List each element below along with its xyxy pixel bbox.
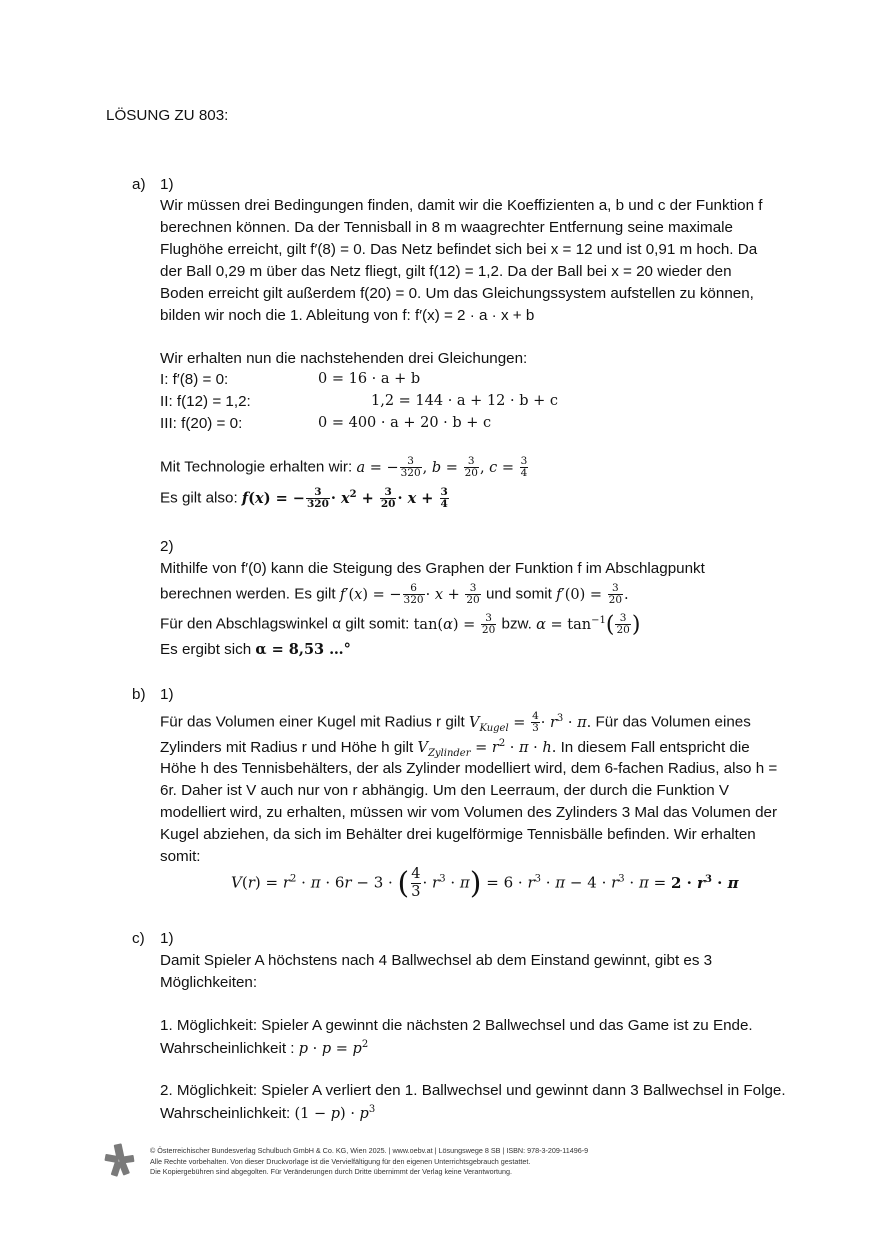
- equation-3-label: III: f(20) = 0:: [160, 415, 243, 432]
- part-a2-line-1: Mithilfe von f′(0) kann die Steigung des Graphen der Funktion f im Abschlagpunkt: [160, 560, 705, 577]
- part-b-line-1: Für das Volumen einer Kugel mit Radius r gilt $V_{Kugel}$ = $\frac{4}{3}$ · $r^3 \cdot \pi$. Für das Volumen eines: [160, 710, 751, 734]
- equation-2-label: II: f(12) = 1,2:: [160, 393, 251, 410]
- probability-2: Wahrscheinlichkeit: $(1 - p) \cdot p^3$: [160, 1104, 376, 1122]
- part-c-line-2: Möglichkeiten:: [160, 974, 258, 991]
- technology-result: Mit Technologie erhalten wir: a = − $\frac{3}{320}$ , b = $\frac{3}{20}$ , c = $\frac{3}{4}$: [160, 455, 528, 479]
- part-a2-line-2: berechnen werden. Es gilt f′(x) = − $\frac{6}{320}$ · x + $\frac{3}{20}$ und somit f′(0) = $\frac{3}{20}$ .: [160, 582, 629, 606]
- footer-line-3: Die Kopiergebühren sind abgegolten. Für Veränderungen durch Dritte übernimmt der Verlag keine Verantwortung.: [150, 1167, 512, 1176]
- part-a-line-5: Boden erreicht gilt außerdem f(20) = 0. Um das Gleichungssystem aufstellen zu können,: [160, 285, 754, 302]
- part-a2-line-4: Es ergibt sich α = 8,53 …°: [160, 641, 351, 658]
- probability-1: Wahrscheinlichkeit : $p \cdot p = p^2$: [160, 1039, 369, 1057]
- page-title: LÖSUNG ZU 803:: [106, 107, 229, 124]
- part-a-label: a): [132, 176, 146, 193]
- part-c1-label: 1): [160, 930, 174, 947]
- equations-intro: Wir erhalten nun die nachstehenden drei Gleichungen:: [160, 350, 528, 367]
- possibility-1: 1. Möglichkeit: Spieler A gewinnt die nächsten 2 Ballwechsel und das Game ist zu Ende.: [160, 1017, 753, 1034]
- part-b-line-6: Kugel abziehen, da sich im Behälter drei kugelförmige Tennisbälle befinden. Wir erhalten: [160, 826, 756, 843]
- equation-1: 0 = 16 · a + b: [318, 371, 421, 387]
- footer-line-1: © Österreichischer Bundesverlag Schulbuch GmbH & Co. KG, Wien 2025. | www.oebv.at | Lösungswege 8 SB | ISBN: 978-3-209-11496-9: [150, 1146, 589, 1155]
- part-a2-label: 2): [160, 538, 174, 555]
- part-a1-label: 1): [160, 176, 174, 193]
- equation-3: 0 = 400 · a + 20 · b + c: [318, 415, 492, 431]
- equation-1-label: I: f′(8) = 0:: [160, 371, 229, 388]
- volume-formula: $V(r) = r^2 \cdot \pi \cdot 6r - 3$ · ( $\frac{4}{3}$ · $r^3 \cdot \pi) = 6 \cdot r^3 \cdot \pi - 4 \cdot r^3 \cdot \pi = 2 \cdot r^3 \cdot \pi$: [231, 866, 739, 901]
- angle-result: α = 8,53 …°: [255, 641, 351, 658]
- part-a-line-1: Wir müssen drei Bedingungen finden, damit wir die Koeffizienten a, b und c der Funktion f: [160, 197, 763, 214]
- part-b-line-3: Höhe h des Tennisbehälters, der als Zylinder modelliert wird, dem 6-fachen Radius, also h =: [160, 760, 778, 777]
- part-c-label: c): [132, 930, 145, 947]
- function-result: Es gilt also: f(x) = − $\frac{3}{320}$ · $x^2$ + $\frac{3}{20}$ · x + $\frac{3}{4}$: [160, 486, 448, 510]
- part-b-line-2: Zylinders mit Radius r und Höhe h gilt $V_{Zylinder} = r^2 \cdot \pi \cdot h$. In diesem Fall entspricht die: [160, 738, 750, 759]
- part-a2-line-3: Für den Abschlagswinkel α gilt somit: tan(α) = $\frac{3}{20}$ bzw. $\alpha = \tan^{-1}$( $\frac{3}{20}$ ): [160, 612, 641, 637]
- part-a-line-2: berechnen können. Da der Tennisball in 8 m waagrechter Entfernung seine maximale: [160, 219, 733, 236]
- part-b-line-4: 6r. Daher ist V auch nur von r abhängig. Um den Leerraum, der durch die Funktion V: [160, 782, 729, 799]
- part-b1-label: 1): [160, 686, 174, 703]
- oebv-logo-icon: [104, 1143, 136, 1177]
- part-b-label: b): [132, 686, 146, 703]
- part-b-line-5: modelliert wird, zu erhalten, müssen wir vom Volumen des Zylinders 3 Mal das Volumen der: [160, 804, 778, 821]
- equation-2: 1,2 = 144 · a + 12 · b + c: [371, 393, 558, 409]
- footer-line-2: Alle Rechte vorbehalten. Von dieser Druckvorlage ist die Vervielfältigung für den eigenen Unterrichtsgebrauch gestattet.: [150, 1156, 531, 1166]
- part-a-line-6: bilden wir noch die 1. Ableitung von f: f′(x) = 2 · a · x + b: [160, 307, 535, 324]
- footer: [150, 1146, 588, 1178]
- part-a-line-3: Flughöhe erreicht, gilt f′(8) = 0. Das Netz befindet sich bei x = 12 und ist 0,91 m hoch. Da: [160, 241, 758, 258]
- part-b-line-7: somit:: [160, 848, 201, 865]
- part-a-line-4: der Ball 0,29 m über das Netz fliegt, gilt f(12) = 1,2. Da der Ball bei x = 20 wieder den: [160, 263, 732, 280]
- possibility-2: 2. Möglichkeit: Spieler A verliert den 1. Ballwechsel und gewinnt dann 3 Ballwechsel in Folge.: [160, 1082, 786, 1099]
- part-c-line-1: Damit Spieler A höchstens nach 4 Ballwechsel ab dem Einstand gewinnt, gibt es 3: [160, 952, 713, 969]
